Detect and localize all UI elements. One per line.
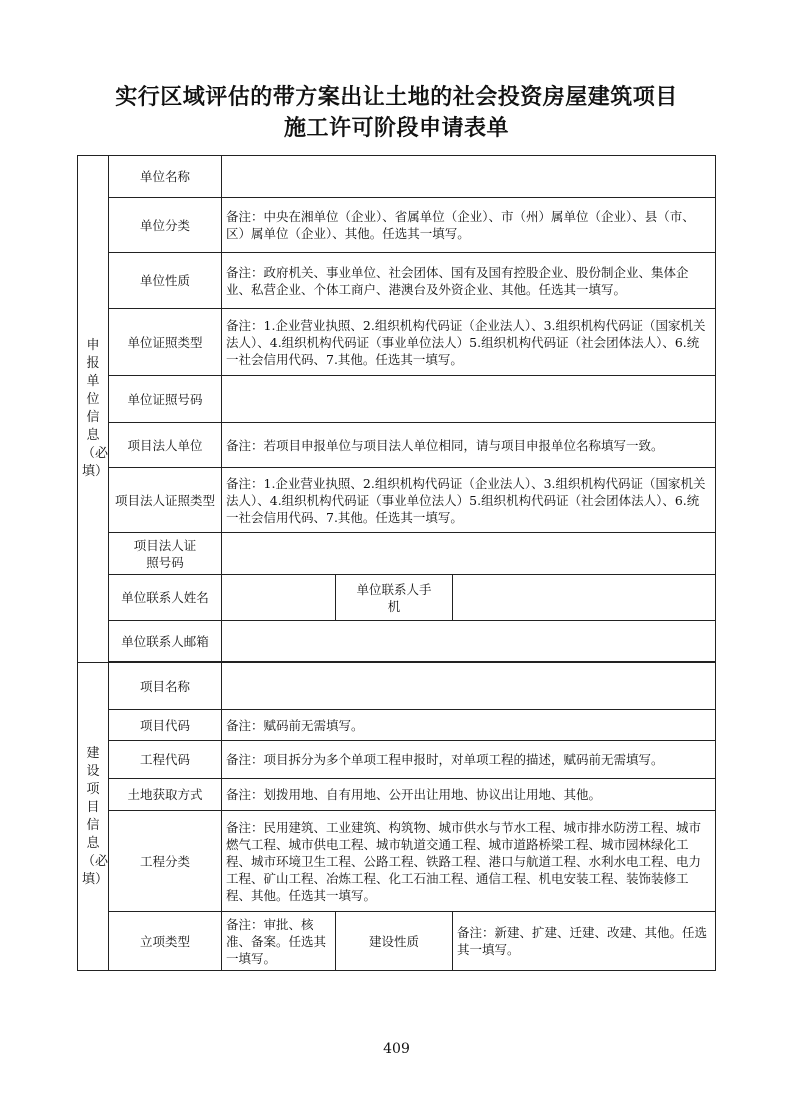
- field-construction-nature[interactable]: 备注：新建、扩建、迁建、改建、其他。任选其一填写。: [453, 912, 716, 971]
- row-legal-license-number: [78, 533, 716, 575]
- field-engineering-code[interactable]: 备注：项目拆分为多个单项工程申报时，对单项工程的描述，赋码前无需填写。: [222, 741, 716, 779]
- field-unit-nature[interactable]: 备注：政府机关、事业单位、社会团体、国有及国有控股企业、股份制企业、集体企业、私营企业、个体工商户、港澳台及外资企业、其他。任选其一填写。: [222, 253, 716, 309]
- field-license-number[interactable]: [222, 376, 716, 423]
- field-legal-license-type[interactable]: 备注：1.企业营业执照、2.组织机构代码证（企业法人）、3.组织机构代码证（国家机关法人）、4.组织机构代码证（事业单位法人）5.组织机构代码证（社会团体法人）、6.统一社会信用代码、7.其他。任选其一填写。: [222, 468, 716, 533]
- field-contact-email[interactable]: [222, 621, 716, 662]
- title-line-1: 实行区域评估的带方案出让土地的社会投资房屋建筑项目: [115, 84, 678, 110]
- row-unit-nature: [78, 253, 716, 309]
- label-land-method: 土地获取方式: [109, 779, 222, 811]
- label-approval-type: 立项类型: [109, 912, 222, 971]
- field-approval-type[interactable]: 备注：审批、核准、备案。任选其一填写。: [222, 912, 336, 971]
- label-construction-nature: 建设性质: [336, 912, 453, 971]
- section-label-project: 建设项目信息（必填）: [78, 663, 109, 971]
- page-number: 409: [383, 1041, 410, 1057]
- row-unit-category: [78, 198, 716, 253]
- field-legal-license-number[interactable]: [222, 533, 716, 575]
- row-unit-name: [78, 156, 716, 198]
- field-legal-unit[interactable]: 备注：若项目申报单位与项目法人单位相同，请与项目申报单位名称填写一致。: [222, 423, 716, 468]
- application-form-table: [77, 155, 716, 971]
- field-land-method[interactable]: 备注：划拨用地、自有用地、公开出让用地、协议出让用地、其他。: [222, 779, 716, 811]
- label-project-name: 项目名称: [109, 663, 222, 710]
- label-contact-email: 单位联系人邮箱: [109, 621, 222, 662]
- row-license-number: [78, 376, 716, 423]
- row-license-type: [78, 309, 716, 376]
- row-project-code: [78, 710, 716, 741]
- title-line-2: 施工许可阶段申请表单: [283, 115, 509, 141]
- label-project-code: 项目代码: [109, 710, 222, 741]
- row-engineering-class: [78, 811, 716, 912]
- field-unit-name[interactable]: [222, 156, 716, 198]
- section-label-applicant: 申报单位信息（必填）: [78, 156, 109, 663]
- form-title: [0, 82, 793, 144]
- field-engineering-class[interactable]: 备注：民用建筑、工业建筑、构筑物、城市供水与节水工程、城市排水防涝工程、城市燃气工程、城市供电工程、城市轨道交通工程、城市道路桥梁工程、城市园林绿化工程、城市环境卫生工程、公路工程、铁路工程、港口与航道工程、水利水电工程、电力工程、矿山工程、冶炼工程、化工石油工程、通信工程、机电安装工程、装饰装修工程、其他。任选其一填写。: [222, 811, 716, 912]
- field-project-name[interactable]: [222, 663, 716, 710]
- row-legal-unit: [78, 423, 716, 468]
- row-engineering-code: [78, 741, 716, 779]
- field-license-type[interactable]: 备注：1.企业营业执照、2.组织机构代码证（企业法人）、3.组织机构代码证（国家机关法人）、4.组织机构代码证（事业单位法人）5.组织机构代码证（社会团体法人）、6.统一社会信用代码、7.其他。任选其一填写。: [222, 309, 716, 376]
- field-unit-category[interactable]: 备注：中央在湘单位（企业）、省属单位（企业）、市（州）属单位（企业）、县（市、区）属单位（企业）、其他。任选其一填写。: [222, 198, 716, 253]
- row-project-name: [78, 663, 716, 710]
- label-unit-name: 单位名称: [109, 156, 222, 198]
- field-project-code[interactable]: 备注：赋码前无需填写。: [222, 710, 716, 741]
- field-contact-phone[interactable]: [453, 575, 716, 621]
- row-contact-email: [78, 621, 716, 662]
- label-legal-license-number-text: 项目法人证照号码: [133, 537, 197, 570]
- label-contact-phone-text: 单位联系人手机: [356, 581, 432, 614]
- label-unit-nature: 单位性质: [109, 253, 222, 309]
- label-license-number: 单位证照号码: [109, 376, 222, 423]
- label-engineering-class: 工程分类: [109, 811, 222, 912]
- row-approval: [78, 912, 716, 971]
- field-contact-name[interactable]: [222, 575, 336, 621]
- row-land-method: [78, 779, 716, 811]
- label-legal-unit: 项目法人单位: [109, 423, 222, 468]
- label-legal-license-type: 项目法人证照类型: [109, 468, 222, 533]
- label-license-type: 单位证照类型: [109, 309, 222, 376]
- label-unit-category: 单位分类: [109, 198, 222, 253]
- label-contact-name: 单位联系人姓名: [109, 575, 222, 621]
- row-legal-license-type: [78, 468, 716, 533]
- label-engineering-code: 工程代码: [109, 741, 222, 779]
- label-contact-phone: [336, 575, 453, 621]
- label-legal-license-number: [109, 533, 222, 575]
- row-contact: [78, 575, 716, 621]
